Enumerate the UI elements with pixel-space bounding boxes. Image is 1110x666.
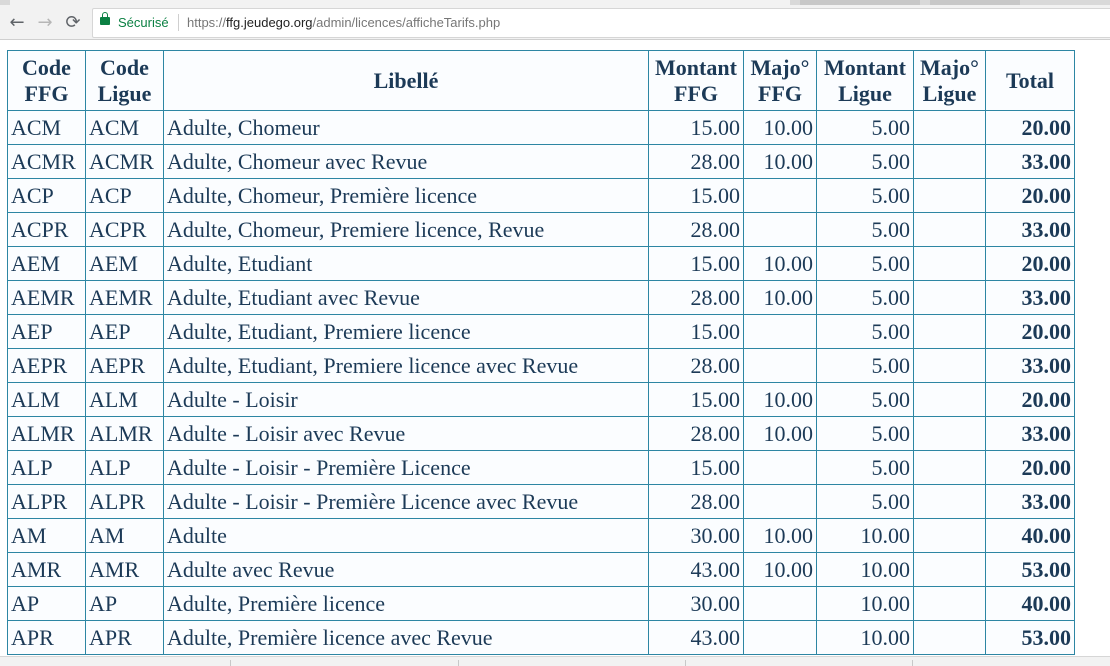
cell-majo-ffg: 10.00 bbox=[744, 145, 817, 179]
cell-code-ligue: AEP bbox=[86, 315, 164, 349]
table-row bbox=[8, 553, 1075, 587]
cell-libelle: Adulte - Loisir bbox=[164, 383, 649, 417]
cell-montant-ffg: 28.00 bbox=[649, 349, 744, 383]
cell-montant-ligue: 10.00 bbox=[817, 553, 914, 587]
cell-montant-ligue: 10.00 bbox=[817, 519, 914, 553]
cell-code-ffg: AEPR bbox=[8, 349, 86, 383]
cell-montant-ligue: 5.00 bbox=[817, 111, 914, 145]
cell-total: 33.00 bbox=[986, 417, 1075, 451]
cell-code-ffg: AEP bbox=[8, 315, 86, 349]
cell-majo-ligue bbox=[914, 213, 986, 247]
table-row bbox=[8, 417, 1075, 451]
cell-total: 40.00 bbox=[986, 519, 1075, 553]
cell-libelle: Adulte avec Revue bbox=[164, 553, 649, 587]
cell-majo-ffg: 10.00 bbox=[744, 281, 817, 315]
cell-libelle: Adulte, Chomeur avec Revue bbox=[164, 145, 649, 179]
cell-montant-ligue: 5.00 bbox=[817, 281, 914, 315]
cell-code-ffg: AMR bbox=[8, 553, 86, 587]
cell-majo-ffg: 10.00 bbox=[744, 383, 817, 417]
cell-montant-ffg: 30.00 bbox=[649, 519, 744, 553]
cell-code-ffg: AEM bbox=[8, 247, 86, 281]
cell-code-ffg: ALM bbox=[8, 383, 86, 417]
table-row bbox=[8, 145, 1075, 179]
cell-montant-ligue: 5.00 bbox=[817, 145, 914, 179]
table-row bbox=[8, 587, 1075, 621]
cell-code-ligue: AEPR bbox=[86, 349, 164, 383]
cell-majo-ligue bbox=[914, 587, 986, 621]
cell-majo-ligue bbox=[914, 417, 986, 451]
header-majo-ligue: Majo° Ligue bbox=[914, 51, 986, 111]
cell-code-ffg: AEMR bbox=[8, 281, 86, 315]
cell-montant-ligue: 5.00 bbox=[817, 485, 914, 519]
table-row bbox=[8, 485, 1075, 519]
table-row bbox=[8, 519, 1075, 553]
table-row bbox=[8, 349, 1075, 383]
cell-montant-ffg: 43.00 bbox=[649, 621, 744, 655]
cell-montant-ligue: 5.00 bbox=[817, 417, 914, 451]
cell-majo-ffg bbox=[744, 587, 817, 621]
table-row bbox=[8, 315, 1075, 349]
cell-montant-ligue: 10.00 bbox=[817, 587, 914, 621]
cell-code-ffg: APR bbox=[8, 621, 86, 655]
status-divider bbox=[912, 660, 913, 666]
status-divider bbox=[685, 660, 686, 666]
cell-majo-ligue bbox=[914, 247, 986, 281]
cell-majo-ffg: 10.00 bbox=[744, 417, 817, 451]
cell-majo-ffg bbox=[744, 485, 817, 519]
cell-montant-ffg: 15.00 bbox=[649, 383, 744, 417]
cell-code-ffg: ALPR bbox=[8, 485, 86, 519]
cell-montant-ffg: 15.00 bbox=[649, 315, 744, 349]
cell-total: 33.00 bbox=[986, 281, 1075, 315]
cell-majo-ligue bbox=[914, 281, 986, 315]
header-majo-ffg: Majo° FFG bbox=[744, 51, 817, 111]
header-row bbox=[8, 51, 1075, 111]
cell-montant-ffg: 28.00 bbox=[649, 145, 744, 179]
cell-code-ligue: ALP bbox=[86, 451, 164, 485]
cell-montant-ligue: 5.00 bbox=[817, 349, 914, 383]
url-text[interactable] bbox=[187, 15, 500, 30]
cell-code-ffg: ACP bbox=[8, 179, 86, 213]
table-row bbox=[8, 213, 1075, 247]
cell-total: 33.00 bbox=[986, 145, 1075, 179]
secure-label: Sécurisé bbox=[118, 15, 169, 30]
lock-icon bbox=[100, 17, 110, 25]
cell-code-ffg: ACMR bbox=[8, 145, 86, 179]
cell-libelle: Adulte, Chomeur bbox=[164, 111, 649, 145]
cell-code-ligue: AM bbox=[86, 519, 164, 553]
url-scheme: https:// bbox=[187, 15, 227, 30]
cell-total: 20.00 bbox=[986, 111, 1075, 145]
cell-majo-ffg: 10.00 bbox=[744, 247, 817, 281]
cell-libelle: Adulte - Loisir avec Revue bbox=[164, 417, 649, 451]
cell-code-ffg: ALMR bbox=[8, 417, 86, 451]
cell-montant-ligue: 5.00 bbox=[817, 383, 914, 417]
cell-code-ffg: ALP bbox=[8, 451, 86, 485]
cell-majo-ffg: 10.00 bbox=[744, 553, 817, 587]
cell-majo-ffg bbox=[744, 179, 817, 213]
cell-libelle: Adulte - Loisir - Première Licence avec Revue bbox=[164, 485, 649, 519]
cell-total: 33.00 bbox=[986, 213, 1075, 247]
url-path: /admin/licences/afficheTarifs.php bbox=[312, 15, 501, 30]
status-divider bbox=[230, 660, 231, 666]
cell-total: 33.00 bbox=[986, 485, 1075, 519]
cell-total: 53.00 bbox=[986, 621, 1075, 655]
table-row bbox=[8, 621, 1075, 655]
cell-libelle: Adulte, Chomeur, Première licence bbox=[164, 179, 649, 213]
cell-libelle: Adulte, Première licence bbox=[164, 587, 649, 621]
cell-montant-ffg: 28.00 bbox=[649, 417, 744, 451]
cell-majo-ligue bbox=[914, 383, 986, 417]
cell-majo-ligue bbox=[914, 315, 986, 349]
cell-majo-ligue bbox=[914, 553, 986, 587]
cell-montant-ffg: 15.00 bbox=[649, 111, 744, 145]
browser-toolbar bbox=[0, 5, 1110, 40]
cell-total: 33.00 bbox=[986, 349, 1075, 383]
cell-libelle: Adulte, Etudiant, Premiere licence avec Revue bbox=[164, 349, 649, 383]
cell-code-ffg: AP bbox=[8, 587, 86, 621]
cell-total: 20.00 bbox=[986, 383, 1075, 417]
cell-total: 40.00 bbox=[986, 587, 1075, 621]
cell-majo-ligue bbox=[914, 145, 986, 179]
cell-code-ligue: ALM bbox=[86, 383, 164, 417]
cell-code-ligue: AEMR bbox=[86, 281, 164, 315]
cell-montant-ligue: 10.00 bbox=[817, 621, 914, 655]
cell-majo-ligue bbox=[914, 485, 986, 519]
header-montant-ligue: Montant Ligue bbox=[817, 51, 914, 111]
cell-libelle: Adulte, Etudiant bbox=[164, 247, 649, 281]
table-row bbox=[8, 281, 1075, 315]
cell-majo-ffg bbox=[744, 349, 817, 383]
status-divider bbox=[458, 660, 459, 666]
cell-libelle: Adulte, Première licence avec Revue bbox=[164, 621, 649, 655]
cell-montant-ffg: 28.00 bbox=[649, 485, 744, 519]
cell-code-ligue: ACMR bbox=[86, 145, 164, 179]
cell-montant-ligue: 5.00 bbox=[817, 451, 914, 485]
cell-majo-ffg: 10.00 bbox=[744, 519, 817, 553]
cell-majo-ffg: 10.00 bbox=[744, 111, 817, 145]
cell-montant-ligue: 5.00 bbox=[817, 315, 914, 349]
header-total: Total bbox=[986, 51, 1075, 111]
cell-montant-ffg: 15.00 bbox=[649, 247, 744, 281]
cell-code-ligue: ACM bbox=[86, 111, 164, 145]
cell-code-ffg: ACM bbox=[8, 111, 86, 145]
table-row bbox=[8, 451, 1075, 485]
address-bar[interactable] bbox=[92, 8, 1110, 38]
cell-code-ligue: ACPR bbox=[86, 213, 164, 247]
cell-total: 53.00 bbox=[986, 553, 1075, 587]
url-host: ffg.jeudego.org bbox=[226, 15, 313, 30]
cell-code-ligue: AMR bbox=[86, 553, 164, 587]
cell-montant-ffg: 15.00 bbox=[649, 179, 744, 213]
cell-total: 20.00 bbox=[986, 315, 1075, 349]
cell-libelle: Adulte, Etudiant, Premiere licence bbox=[164, 315, 649, 349]
cell-majo-ffg bbox=[744, 621, 817, 655]
cell-majo-ffg bbox=[744, 451, 817, 485]
cell-code-ligue: AP bbox=[86, 587, 164, 621]
table-row bbox=[8, 247, 1075, 281]
cell-montant-ffg: 43.00 bbox=[649, 553, 744, 587]
cell-code-ffg: ACPR bbox=[8, 213, 86, 247]
cell-code-ligue: AEM bbox=[86, 247, 164, 281]
cell-majo-ffg bbox=[744, 213, 817, 247]
cell-libelle: Adulte, Etudiant avec Revue bbox=[164, 281, 649, 315]
cell-majo-ffg bbox=[744, 315, 817, 349]
table-row bbox=[8, 383, 1075, 417]
cell-total: 20.00 bbox=[986, 247, 1075, 281]
tarifs-table bbox=[7, 50, 1075, 655]
table-row bbox=[8, 179, 1075, 213]
cell-code-ligue: APR bbox=[86, 621, 164, 655]
cell-montant-ffg: 15.00 bbox=[649, 451, 744, 485]
cell-montant-ffg: 30.00 bbox=[649, 587, 744, 621]
address-separator bbox=[178, 14, 179, 31]
cell-montant-ffg: 28.00 bbox=[649, 213, 744, 247]
back-icon[interactable]: ← bbox=[9, 11, 25, 33]
header-libelle: Libellé bbox=[164, 51, 649, 111]
cell-majo-ligue bbox=[914, 621, 986, 655]
cell-majo-ligue bbox=[914, 451, 986, 485]
cell-majo-ligue bbox=[914, 111, 986, 145]
cell-montant-ligue: 5.00 bbox=[817, 213, 914, 247]
header-code-ligue: Code Ligue bbox=[86, 51, 164, 111]
cell-libelle: Adulte, Chomeur, Premiere licence, Revue bbox=[164, 213, 649, 247]
cell-montant-ligue: 5.00 bbox=[817, 247, 914, 281]
cell-libelle: Adulte bbox=[164, 519, 649, 553]
page-content bbox=[0, 40, 1110, 665]
cell-montant-ligue: 5.00 bbox=[817, 179, 914, 213]
cell-majo-ligue bbox=[914, 519, 986, 553]
table-row bbox=[8, 111, 1075, 145]
cell-libelle: Adulte - Loisir - Première Licence bbox=[164, 451, 649, 485]
cell-code-ligue: ALMR bbox=[86, 417, 164, 451]
cell-total: 20.00 bbox=[986, 179, 1075, 213]
cell-total: 20.00 bbox=[986, 451, 1075, 485]
cell-code-ligue: ALPR bbox=[86, 485, 164, 519]
reload-icon[interactable]: ⟳ bbox=[65, 11, 81, 33]
header-code-ffg: Code FFG bbox=[8, 51, 86, 111]
cell-majo-ligue bbox=[914, 349, 986, 383]
cell-montant-ffg: 28.00 bbox=[649, 281, 744, 315]
cell-code-ligue: ACP bbox=[86, 179, 164, 213]
cell-majo-ligue bbox=[914, 179, 986, 213]
cell-code-ffg: AM bbox=[8, 519, 86, 553]
header-montant-ffg: Montant FFG bbox=[649, 51, 744, 111]
forward-icon[interactable]: → bbox=[37, 11, 53, 33]
